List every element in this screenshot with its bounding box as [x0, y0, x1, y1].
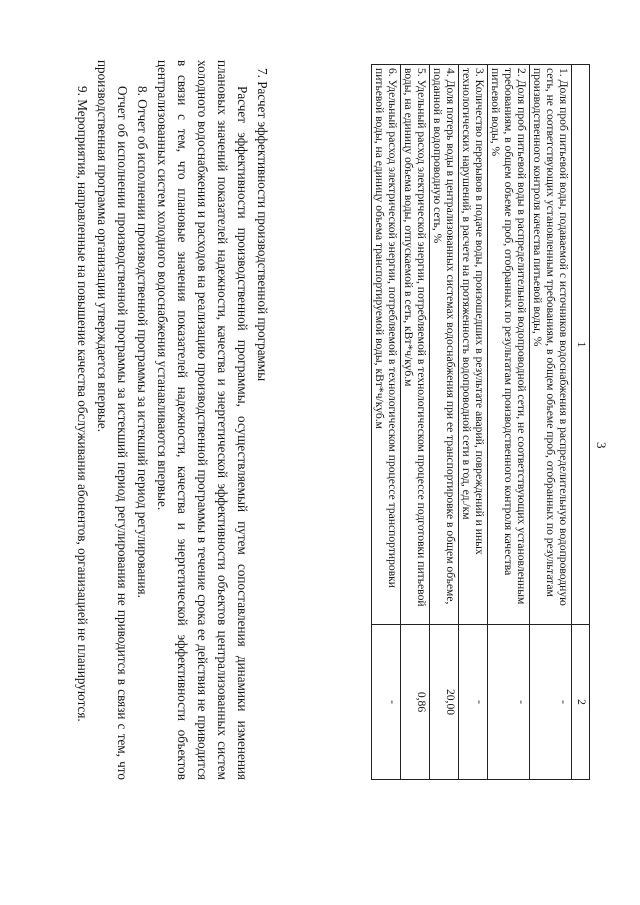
- table-row: [488, 65, 530, 780]
- table-header-2: 2: [572, 625, 590, 780]
- table-header-row: [572, 65, 590, 780]
- rotated-page: [17, 24, 617, 884]
- section-7-title: 7. Расчет эффективности производственной программы: [255, 68, 270, 382]
- table-row: [530, 65, 572, 780]
- table-row: [372, 65, 401, 780]
- section-8-text: Отчет об исполнении производственной программы за истекший период регулирования не приводится в связи с тем, что производственная программа организации утверждается впервые.: [95, 60, 130, 780]
- indicator-value: -: [530, 625, 572, 780]
- indicator-name: 4. Доля потерь воды в централизованных системах водоснабжения при ее транспортировке в общем объеме, поданной в водопроводную сеть, %: [430, 65, 459, 625]
- table-header-1: 1: [572, 65, 590, 625]
- indicator-name: 5. Удельный расход электрической энергии, потребляемой в технологическом процессе подготовки питьевой воды, на единицу объема воды, отпускаемой в сеть, кВт*ч/куб.м: [401, 65, 430, 625]
- document-text: [72, 60, 272, 780]
- indicators-table: [371, 64, 590, 780]
- table-row: [401, 65, 430, 780]
- indicator-name: 2. Доля проб питьевой воды в распределительной водопроводной сети, не соответствующих установленным требованиям, в общем объеме проб, отобранных по результатам производственного контроля качества питьевой воды, %: [488, 65, 530, 625]
- section-7-text: Расчет эффективности производственной программы, осуществляемый путем сопоставления динамики изменения плановых значений показателей надежности, качества и энергетической эффективности объектов централизованных систем холодного водоснабжения и расходов на реализацию производственной программы в течение срока ее действия не приводится в связи с тем, что плановые значения показателей надежности, качества и энергетической эффективности объектов централизованных систем холодного водоснабжения устанавливаются впервые.: [155, 60, 250, 780]
- indicator-value: -: [459, 625, 488, 780]
- section-9-title: 9. Мероприятия, направленные на повышение качества обслуживания абонентов, организацией не планируются.: [75, 86, 90, 722]
- indicator-value: 20,00: [430, 625, 459, 780]
- indicator-name: 1. Доля проб питьевой воды, подаваемой с источников водоснабжения в распределительную водопроводную сеть, не соответствующих установленным требованиям, в общем объеме проб, отобранных по результатам производственного контроля качества питьевой воды, %: [530, 65, 572, 625]
- indicator-name: 3. Количество перерывов в подаче воды, произошедших в результате аварий, повреждений и иных технологических нарушений, в расчете на протяженность водопроводной сети в год, ед./км: [459, 65, 488, 625]
- indicator-value: -: [488, 625, 530, 780]
- section-8-title: 8. Отчет об исполнении производственной программы за истекший период регулирования.: [135, 86, 150, 598]
- indicator-name: 6. Удельный расход электрической энергии, потребляемой в технологическом процессе транспортировки питьевой воды, на единицу объема транспортируемой воды, кВт*ч/куб.м: [372, 65, 401, 625]
- indicator-value: 0,86: [401, 625, 430, 780]
- page-number: 3: [594, 442, 609, 449]
- indicator-value: -: [372, 625, 401, 780]
- table-row: [459, 65, 488, 780]
- table-row: [430, 65, 459, 780]
